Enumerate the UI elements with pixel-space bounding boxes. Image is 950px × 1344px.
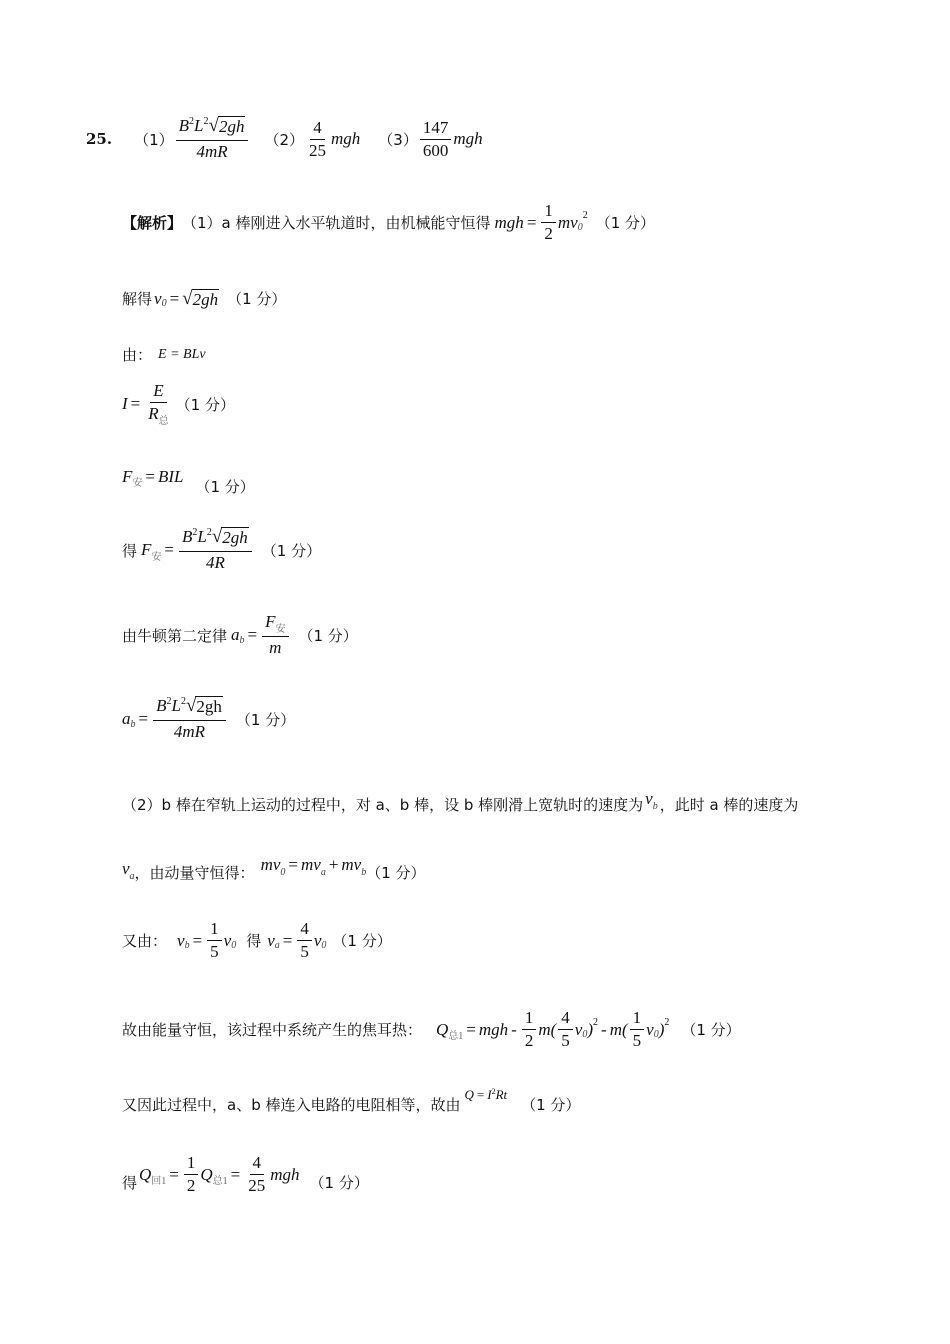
v0-equation: v 0 = √ 2gh xyxy=(154,287,219,309)
score-8: （1 分） xyxy=(235,710,296,729)
score-4: （1 分） xyxy=(175,395,235,414)
score-6: （1 分） xyxy=(261,541,322,560)
problem-number: 25. xyxy=(86,130,113,148)
ampere-force-equation: F 安 = BIL xyxy=(122,466,184,489)
line-10-text: ，由动量守恒得： xyxy=(134,864,255,882)
line-12-text: 故由能量守恒，该过程中系统产生的焦耳热： xyxy=(122,1021,423,1039)
line-1-text: （1）a 棒刚进入水平轨道时，由机械能守恒得 xyxy=(182,214,491,232)
solution-line-1 xyxy=(122,201,655,244)
analysis-heading: 【解析】 xyxy=(122,214,183,232)
score-5: （1 分） xyxy=(195,478,255,496)
solution-line-13 xyxy=(122,1086,581,1115)
solution-line-11 xyxy=(122,919,392,962)
line-6-text: 得 xyxy=(122,541,138,560)
vb-symbol: $v_b$ xyxy=(645,788,658,812)
score-10: （1 分） xyxy=(366,864,426,882)
solution-line-5 xyxy=(122,466,255,496)
vb-equation: v b = $\frac{1}{5}$ v 0 xyxy=(177,919,237,961)
va-symbol: $v_a$ xyxy=(122,858,135,882)
score-14: （1 分） xyxy=(309,1174,369,1192)
answer-1-formula: $B^2L^2$ √ 2gh 4mR xyxy=(176,116,249,162)
solution-line-12 xyxy=(122,1008,741,1051)
momentum-equation: $mv_0 = mv_a + mv_b$ xyxy=(260,854,367,878)
answer-3-mgh: mgh xyxy=(453,129,483,148)
answer-2-mgh: mgh xyxy=(331,129,361,148)
joule-law-equation: $Q = I^2Rt$ xyxy=(464,1086,508,1102)
line-11-text: 又由： xyxy=(122,932,168,950)
line-7-text: 由牛顿第二定律 xyxy=(122,626,228,645)
answer-3-label: （3） xyxy=(378,130,418,149)
solution-line-3 xyxy=(122,344,206,365)
emf-equation: E = BLv xyxy=(158,346,206,362)
solution-line-2 xyxy=(122,288,286,309)
acceleration-result: a b = $B^2L^2$ √ 2gh 4mR xyxy=(122,696,228,742)
answer-1-label: （1） xyxy=(134,130,174,149)
solution-line-6 xyxy=(122,527,321,573)
part-2-text-b: ，此时 a 棒的速度为 xyxy=(659,796,799,814)
answer-2-fraction: $\frac{4}{25}$ xyxy=(309,117,326,160)
line-2-text: 解得 xyxy=(122,290,153,308)
part-2-text-a: （2）b 棒在窄轨上运动的过程中，对 a、b 棒，设 b 棒刚滑上宽轨时的速度为 xyxy=(122,796,644,814)
score-11: （1 分） xyxy=(332,932,392,950)
ampere-force-result: F 安 = $B^2L^2$ √ 2gh 4R xyxy=(141,527,254,573)
solution-line-8 xyxy=(122,696,295,742)
solution-line-14 xyxy=(122,1153,369,1196)
va-equation: v a = $\frac{4}{5}$ v 0 xyxy=(267,919,327,961)
answer-3-fraction: $\frac{147}{600}$ xyxy=(420,118,452,161)
score-13: （1 分） xyxy=(521,1096,581,1114)
solution-line-4 xyxy=(122,381,235,427)
score-2: （1 分） xyxy=(227,290,287,308)
newton-equation: a b = $\frac{F_安}{m}$ xyxy=(231,612,290,658)
final-heat-equation: Q 回1 = $\frac{1}{2}$ Q 总1 = $\frac{4}{25}$ mgh xyxy=(139,1153,300,1195)
solution-line-10 xyxy=(122,854,426,883)
line-13-text: 又因此过程中，a、b 棒连入电路的电阻相等，故由 xyxy=(122,1096,461,1114)
answer-summary xyxy=(86,116,483,162)
line-14-text: 得 xyxy=(122,1174,138,1192)
score-7: （1 分） xyxy=(298,626,358,645)
line-3-text: 由： xyxy=(122,346,153,364)
score-1: （1 分） xyxy=(595,214,656,232)
answer-2-label: （2） xyxy=(264,130,304,149)
line-11-mid: 得 xyxy=(246,932,262,950)
energy-equation: mgh = $\frac{1}{2}$ mv 0 2 xyxy=(494,201,588,243)
solution-line-9 xyxy=(122,788,799,815)
solution-line-7 xyxy=(122,612,358,658)
score-12: （1 分） xyxy=(681,1021,741,1039)
joule-heat-equation: Q 总1 = mgh - $\frac{1}{2}$ m( $\frac{4}{5}$ v 0 ) 2 - m( $\frac{1}{5}$ v 0 ) 2 xyxy=(436,1008,670,1050)
current-equation: I = $\frac{E}{R_总}$ xyxy=(122,381,169,427)
